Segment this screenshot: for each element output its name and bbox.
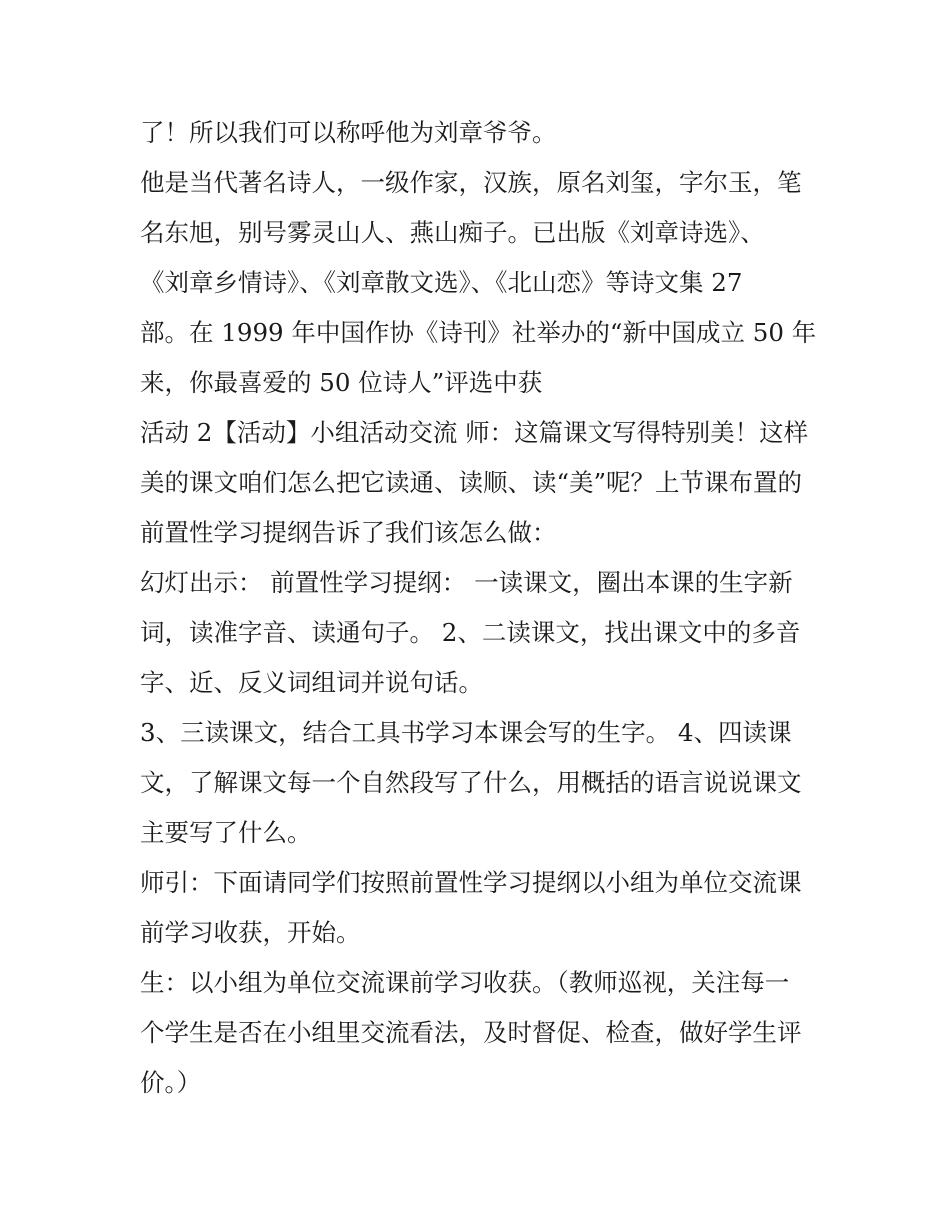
text-line: 活动 2【活动】小组活动交流 师：这篇课文写得特别美！这样 (140, 418, 809, 447)
text-line: 名东旭，别号雾灵山人、燕山痴子。已出版《刘章诗选》、 (140, 218, 765, 247)
text-line: 了！所以我们可以称呼他为刘章爷爷。 (140, 118, 557, 147)
text-line: 3、三读课文，结合工具书学习本课会写的生字。 4、四读课 (140, 718, 792, 747)
text-line: 师引：下面请同学们按照前置性学习提纲以小组为单位交流课 (140, 868, 802, 897)
text-line: 主要写了什么。 (140, 818, 312, 847)
text-line: 前置性学习提纲告诉了我们该怎么做： (140, 518, 557, 547)
text-line: 文，了解课文每一个自然段写了什么，用概括的语言说说课文 (140, 768, 802, 797)
body-text (140, 108, 820, 1108)
text-line: 个学生是否在小组里交流看法，及时督促、检查，做好学生评 (140, 1018, 802, 1047)
text-line: 价。） (140, 1068, 202, 1097)
text-line: 美的课文咱们怎么把它读通、读顺、读“美”呢？上节课布置的 (140, 468, 803, 497)
text-line: 他是当代著名诗人，一级作家，汉族，原名刘玺，字尔玉，笔 (140, 168, 802, 197)
text-line: 字、近、反义词组词并说句话。 (140, 668, 483, 697)
text-line: 前学习收获，开始。 (140, 918, 361, 947)
text-line: 词，读准字音、读通句子。 2、二读课文，找出课文中的多音 (140, 618, 801, 647)
text-line: 《刘章乡情诗》、《刘章散文选》、《北山恋》等诗文集 27 (140, 268, 743, 297)
text-line: 生：以小组为单位交流课前学习收获。（教师巡视，关注每一 (140, 968, 790, 997)
text-line: 来，你最喜爱的 50 位诗人”评选中获 (140, 368, 543, 397)
text-line: 幻灯出示： 前置性学习提纲： 一读课文，圈出本课的生字新 (140, 568, 793, 597)
text-line: 部。在 1999 年中国作协《诗刊》社举办的“新中国成立 50 年 (140, 318, 817, 347)
